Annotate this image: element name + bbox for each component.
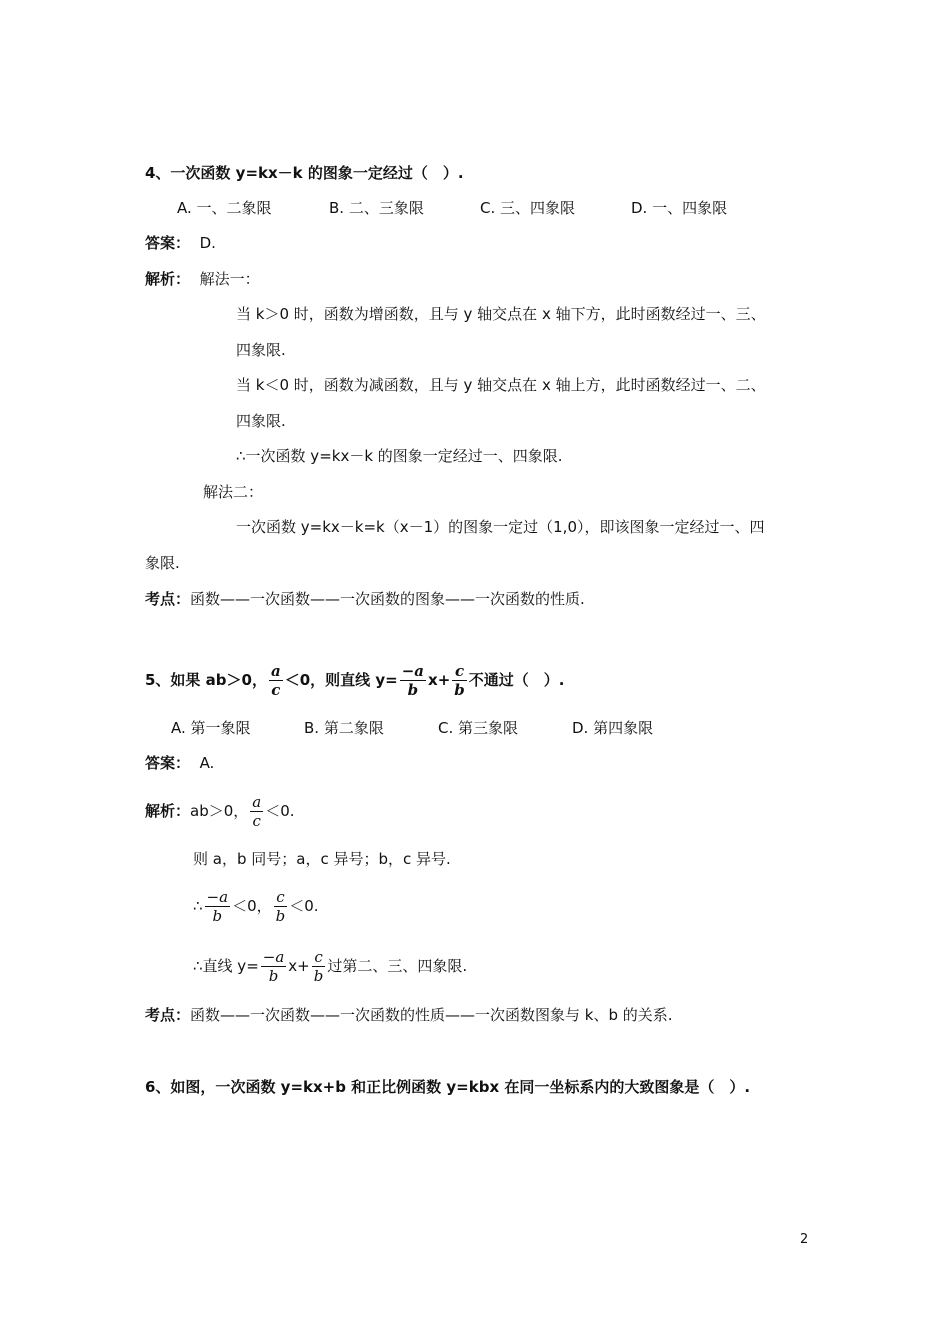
- q4-knowledge-point: [145, 589, 585, 609]
- analysis-text: x+: [288, 957, 310, 975]
- kp-label: 考点：: [145, 590, 191, 608]
- q4-analysis-line: ∴一次函数 y=kx－k 的图象一定经过一、四象限.: [236, 447, 563, 465]
- fraction-num-var: a: [275, 948, 285, 966]
- analysis-text: ＜0.: [289, 897, 319, 915]
- q4-options: [177, 198, 727, 218]
- q4-option-b: B. 二、三象限: [329, 199, 424, 217]
- q4-option-c: C. 三、四象限: [480, 199, 576, 217]
- answer-label: 答案：: [145, 754, 191, 772]
- q5-options: [171, 718, 653, 738]
- q4-analysis-line: 当 k＜0 时，函数为减函数，且与 y 轴交点在 x 轴上方，此时函数经过一、二、: [236, 376, 766, 394]
- q5-option-d: D. 第四象限: [572, 719, 654, 737]
- fraction-c-over-b: [312, 948, 326, 985]
- analysis-label: 解析：: [145, 802, 191, 820]
- fraction-neg-a-over-b: [205, 888, 231, 925]
- fraction-num: [400, 662, 426, 680]
- analysis-text: ＜0.: [265, 802, 295, 820]
- fraction-den: b: [261, 966, 287, 985]
- q4-option-d: D. 一、四象限: [631, 199, 728, 217]
- method-2-label: 解法二：: [203, 483, 264, 501]
- fraction-den: b: [205, 906, 231, 925]
- q5-title-part: ＜0，则直线 y=: [284, 671, 398, 689]
- q5-knowledge-point: [145, 1005, 673, 1025]
- fraction-c-over-b: [452, 662, 467, 699]
- fraction-c-over-b: [274, 888, 288, 925]
- minus-sign: −: [401, 662, 415, 680]
- fraction-num: [205, 888, 231, 906]
- fraction-den: b: [400, 680, 426, 699]
- q4-analysis-header: [145, 269, 260, 289]
- fraction-den: c: [250, 811, 263, 830]
- therefore-sign: ∴: [193, 897, 203, 915]
- q5-analysis-line-1: [145, 791, 295, 831]
- q4-analysis-line: 象限.: [145, 554, 180, 572]
- fraction-den: c: [269, 680, 283, 699]
- q4-option-a: A. 一、二象限: [177, 199, 272, 217]
- q5-analysis-line-4: [193, 946, 467, 986]
- page-number: 2: [800, 1232, 809, 1247]
- fraction-num: c: [276, 888, 285, 906]
- kp-text: 函数——一次函数——一次函数的图象——一次函数的性质.: [190, 590, 585, 608]
- analysis-label: 解析：: [145, 270, 191, 288]
- q4-analysis-line: 四象限.: [236, 341, 286, 359]
- q4-analysis-line: 一次函数 y=kx－k=k（x－1）的图象一定过（1,0），即该图象一定经过一、四: [236, 518, 765, 536]
- fraction-num: c: [454, 662, 465, 680]
- fraction-a-over-c: [269, 662, 283, 699]
- answer-value: D.: [199, 234, 216, 252]
- fraction-neg-a-over-b: [400, 662, 426, 699]
- q4-answer: [145, 233, 216, 253]
- q5-title-part: 不通过（ ）.: [468, 671, 565, 689]
- q5-title: [145, 660, 564, 700]
- q4-title: 4、一次函数 y=kx－k 的图象一定经过（ ）.: [145, 164, 464, 182]
- q5-option-c: C. 第三象限: [438, 719, 519, 737]
- q5-option-a: A. 第一象限: [171, 719, 251, 737]
- minus-sign: −: [206, 888, 220, 906]
- analysis-text: ＜0，: [232, 897, 272, 915]
- answer-label: 答案：: [145, 234, 191, 252]
- method-1-label: 解法一：: [199, 270, 260, 288]
- fraction-num: [261, 948, 287, 966]
- fraction-num-var: a: [219, 888, 229, 906]
- analysis-text: 过第二、三、四象限.: [327, 957, 468, 975]
- fraction-den: b: [313, 967, 324, 985]
- q5-title-part: 5、如果 ab＞0，: [145, 671, 267, 689]
- fraction-num-var: a: [414, 662, 425, 680]
- q4-analysis-line: 当 k＞0 时，函数为增函数，且与 y 轴交点在 x 轴下方，此时函数经过一、三、: [236, 305, 766, 323]
- analysis-text: ab＞0，: [190, 802, 249, 820]
- fraction-a-over-c: [250, 793, 263, 830]
- minus-sign: −: [262, 948, 276, 966]
- fraction-den: b: [454, 681, 465, 699]
- q4-analysis-line: 四象限.: [236, 412, 286, 430]
- q5-title-part: x+: [428, 671, 451, 689]
- fraction-den: b: [275, 907, 286, 925]
- fraction-num: a: [252, 793, 262, 811]
- fraction-neg-a-over-b: [261, 948, 287, 985]
- q5-option-b: B. 第二象限: [304, 719, 384, 737]
- kp-label: 考点：: [145, 1006, 191, 1024]
- analysis-text: ∴直线 y=: [193, 957, 259, 975]
- answer-value: A.: [199, 754, 215, 772]
- fraction-num: a: [270, 662, 281, 680]
- fraction-num: c: [314, 948, 323, 966]
- q5-answer: [145, 753, 214, 773]
- q5-analysis-line-2: 则 a，b 同号；a，c 异号；b，c 异号.: [193, 850, 451, 868]
- kp-text: 函数——一次函数——一次函数的性质——一次函数图象与 k、b 的关系.: [190, 1006, 673, 1024]
- q5-analysis-line-3: [193, 886, 319, 926]
- q6-title: 6、如图，一次函数 y=kx+b 和正比例函数 y=kbx 在同一坐标系内的大致图象是（ ）.: [145, 1078, 751, 1096]
